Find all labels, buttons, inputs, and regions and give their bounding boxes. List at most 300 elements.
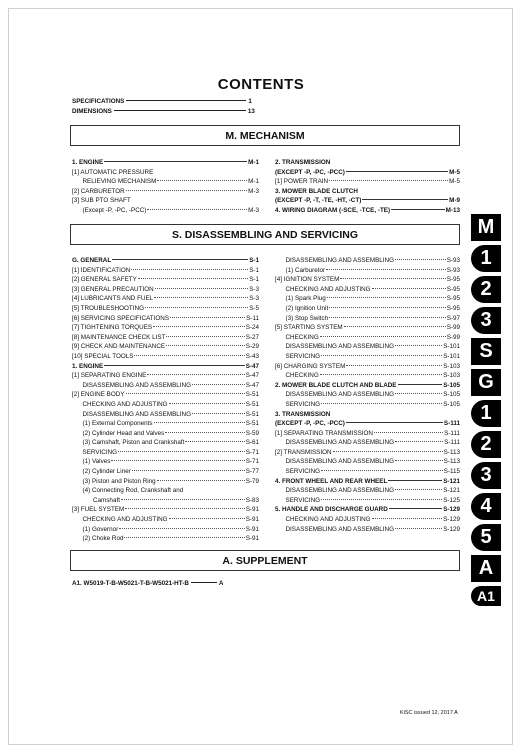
section-tab[interactable]: A: [471, 555, 501, 582]
section-tab[interactable]: 4: [471, 493, 501, 520]
entry-page: M-1: [248, 159, 259, 166]
entry-label: (1) Carburetor: [275, 266, 326, 274]
entry-label: RELIEVING MECHANISM: [72, 178, 157, 186]
entry-page: 13: [247, 108, 255, 115]
leader-dots: [145, 307, 248, 308]
entry-label: [4] IGNITION SYSTEM: [275, 276, 340, 284]
toc-entry[interactable]: [72, 266, 259, 276]
toc-entry[interactable]: [275, 342, 460, 352]
leader-dots: [372, 288, 446, 289]
leader-dots: [372, 518, 443, 519]
entry-label: A1. W5019-T-B-W5021-T-B-W5021-HT-B: [72, 580, 189, 587]
entry-page: M-13: [445, 206, 460, 214]
toc-entry[interactable]: [275, 525, 460, 535]
leader-dots: [169, 518, 245, 519]
leader-dots: [104, 161, 247, 162]
entry-page: S-95: [446, 295, 460, 303]
entry-page: S-129: [443, 516, 460, 524]
entry-label: [8] MAINTENANCE CHECK LIST: [72, 333, 166, 341]
issue-footer: KiSC issued 12, 2017 A: [400, 710, 458, 716]
leader-dots: [329, 307, 445, 308]
entry-page: M-5: [449, 178, 460, 186]
leader-dots: [344, 326, 446, 327]
section-tab[interactable]: 3: [471, 307, 501, 334]
entry-label: [10] SPECIAL TOOLS: [72, 352, 134, 360]
mechanism-right-column: [275, 158, 460, 216]
leader-dots: [169, 403, 245, 404]
toc-entry[interactable]: [72, 177, 259, 187]
entry-page: S-91: [245, 506, 259, 514]
leader-dots: [346, 422, 443, 423]
entry-label: 1. ENGINE: [72, 362, 104, 370]
leader-dots: [340, 278, 445, 279]
toc-entry[interactable]: [72, 333, 259, 343]
toc-entry-dimensions[interactable]: [72, 108, 255, 115]
leader-dots: [165, 432, 244, 433]
entry-page: S-1: [249, 266, 259, 274]
entry-page: S-111: [444, 429, 460, 437]
entry-label: DISASSEMBLING AND ASSEMBLING: [275, 458, 394, 466]
leader-dots: [329, 180, 448, 181]
leader-dots: [185, 441, 244, 442]
entry-label: 3. MOWER BLADE CLUTCH: [275, 187, 358, 195]
entry-label: [3] GENERAL PRECAUTION: [72, 285, 154, 293]
entry-page: S-91: [245, 525, 259, 533]
entry-page: S-91: [245, 516, 259, 524]
toc-entry[interactable]: [275, 410, 460, 420]
entry-page: S-29: [245, 343, 259, 351]
entry-label: (3) Stop Switch: [275, 314, 329, 322]
mechanism-left-column: [72, 158, 259, 216]
leader-dots: [125, 508, 244, 509]
entry-label: CHECKING AND ADJUSTING: [275, 516, 371, 524]
leader-dots: [121, 499, 245, 500]
leader-dots: [389, 508, 442, 509]
leader-dots: [153, 326, 245, 327]
toc-entry[interactable]: [72, 285, 259, 295]
entry-label: DISASSEMBLING AND ASSEMBLING: [275, 439, 394, 447]
entry-page: S-11: [246, 314, 259, 322]
entry-label: [2] CARBURETOR: [72, 187, 125, 195]
entry-page: S-47: [245, 372, 259, 380]
section-heading-supplement: A. SUPPLEMENT: [70, 550, 460, 571]
entry-label: CHECKING AND ADJUSTING: [72, 516, 168, 524]
section-tab[interactable]: 3: [471, 462, 501, 489]
toc-entry[interactable]: [275, 371, 460, 381]
toc-entry[interactable]: [72, 438, 259, 448]
entry-page: S-101: [443, 352, 460, 360]
entry-label: [5] STARTING SYSTEM: [275, 324, 343, 332]
toc-entry[interactable]: [275, 467, 460, 477]
entry-page: S-113: [443, 448, 460, 456]
entry-page: S-59: [245, 429, 259, 437]
section-heading-servicing: S. DISASSEMBLING AND SERVICING: [70, 224, 460, 245]
servicing-right-column: [275, 256, 460, 534]
entry-page: M-9: [449, 197, 460, 205]
toc-entry[interactable]: [275, 177, 460, 187]
section-tab[interactable]: 1: [471, 245, 501, 272]
entry-label: 1. ENGINE: [72, 159, 104, 166]
toc-entry[interactable]: [275, 168, 460, 178]
toc-entry[interactable]: [275, 429, 460, 439]
entry-page: S-71: [245, 448, 259, 456]
leader-dots: [104, 365, 245, 366]
entry-page: A: [218, 580, 224, 587]
toc-entry[interactable]: [72, 525, 259, 535]
toc-entry[interactable]: [72, 187, 259, 197]
entry-label: DISASSEMBLING AND ASSEMBLING: [275, 525, 394, 533]
entry-page: S-101: [443, 343, 460, 351]
leader-dots: [119, 528, 244, 529]
entry-label: [2] GENERAL SAFETY: [72, 276, 137, 284]
toc-entry[interactable]: [72, 457, 259, 467]
toc-entry[interactable]: [72, 467, 259, 477]
entry-page: S-129: [443, 525, 460, 533]
toc-entry[interactable]: [72, 448, 259, 458]
toc-entry[interactable]: [275, 333, 460, 343]
toc-entry[interactable]: [72, 342, 259, 352]
toc-entry[interactable]: [275, 362, 460, 372]
entry-label: [1] SEPARATING ENGINE: [72, 372, 147, 380]
toc-entry[interactable]: [72, 534, 259, 544]
leader-dots: [126, 190, 247, 191]
entry-label: (2) Choke Rod: [72, 535, 124, 543]
entry-label: SERVICING: [275, 468, 321, 476]
entry-page: S-77: [245, 468, 259, 476]
entry-label: 4. WIRING DIAGRAM (-SCE, -TCE, -TE): [275, 206, 391, 214]
toc-entry[interactable]: [72, 390, 259, 400]
entry-label: [4] LUBRICANTS AND FUEL: [72, 295, 154, 303]
toc-entry[interactable]: [72, 400, 259, 410]
leader-dots: [134, 355, 244, 356]
entry-label: [2] TRANSMISSION: [275, 448, 332, 456]
entry-label: (4) Connecting Rod, Crankshaft and: [72, 487, 184, 495]
toc-entry[interactable]: [275, 323, 460, 333]
entry-label: SERVICING: [275, 400, 321, 408]
toc-entry[interactable]: [72, 168, 259, 178]
entry-label: [3] SUB PTO SHAFT: [72, 197, 131, 205]
entry-page: S-93: [446, 257, 460, 264]
entry-page: S-95: [446, 276, 460, 284]
entry-label: G. GENERAL: [72, 257, 112, 264]
servicing-left-column: [72, 256, 259, 544]
leader-dots: [157, 180, 247, 181]
entry-label: [1] IDENTIFICATION: [72, 266, 131, 274]
section-tab-strip: [471, 214, 505, 610]
toc-entry[interactable]: [72, 381, 259, 391]
entry-page: S-105: [443, 381, 460, 389]
leader-dots: [321, 355, 442, 356]
toc-entry[interactable]: [72, 256, 259, 266]
entry-label: CHECKING AND ADJUSTING: [72, 400, 168, 408]
entry-page: S-51: [245, 400, 259, 408]
toc-entry[interactable]: [72, 371, 259, 381]
leader-dots: [138, 278, 248, 279]
entry-label: (3) Piston and Piston Ring: [72, 477, 156, 485]
toc-entry[interactable]: [275, 196, 460, 206]
leader-dots: [320, 336, 446, 337]
entry-page: S-125: [443, 496, 460, 504]
entry-page: S-105: [443, 400, 460, 408]
entry-label: SERVICING: [275, 352, 321, 360]
leader-dots: [329, 317, 445, 318]
entry-page: S-61: [245, 439, 259, 447]
toc-entry[interactable]: [72, 323, 259, 333]
toc-entry[interactable]: [275, 505, 460, 515]
toc-entry[interactable]: [275, 400, 460, 410]
entry-label: [6] SERVICING SPECIFICATIONS: [72, 314, 170, 322]
entry-label: SERVICING: [275, 496, 321, 504]
entry-page: S-103: [443, 372, 460, 380]
leader-dots: [147, 374, 244, 375]
toc-entry[interactable]: [275, 419, 460, 429]
toc-entry[interactable]: [72, 505, 259, 515]
entry-page: S-43: [245, 352, 259, 360]
leader-dots: [124, 537, 244, 538]
toc-entry[interactable]: [275, 477, 460, 487]
entry-page: S-121: [443, 477, 460, 485]
entry-label: [5] TROUBLESHOOTING: [72, 304, 144, 312]
entry-label: (1) Valves: [72, 458, 111, 466]
section-tab[interactable]: 5: [471, 524, 501, 551]
leader-dots: [395, 528, 442, 529]
entry-label: [1] SEPARATING TRANSMISSION: [275, 429, 373, 437]
entry-page: S-105: [443, 391, 460, 399]
entry-page: S-111: [443, 420, 460, 428]
section-tab[interactable]: S: [471, 338, 501, 365]
leader-dots: [333, 451, 443, 452]
leader-dots: [395, 345, 442, 346]
leader-dots: [321, 499, 442, 500]
leader-dots: [388, 480, 442, 481]
entry-label: (1) Governor: [72, 525, 119, 533]
leader-line: [114, 110, 246, 111]
entry-label: 4. FRONT WHEEL AND REAR WHEEL: [275, 477, 388, 485]
entry-label: (2) Ignition Unit: [275, 304, 329, 312]
toc-entry[interactable]: [275, 304, 460, 314]
entry-label: (EXCEPT -P, -PC, -PCC): [275, 420, 345, 428]
entry-label: DISASSEMBLING AND ASSEMBLING: [275, 391, 394, 399]
entry-page: S-95: [446, 304, 460, 312]
leader-dots: [157, 480, 245, 481]
entry-label: (2) Cylinder Liner: [72, 468, 131, 476]
entry-page: M-5: [449, 168, 460, 176]
toc-entry[interactable]: [72, 275, 259, 285]
leader-dots: [192, 413, 245, 414]
leader-dots: [326, 269, 446, 270]
entry-label: SPECIFICATIONS: [72, 98, 125, 105]
entry-label: (EXCEPT -P, -PC, -PCC): [275, 168, 345, 176]
entry-label: DISASSEMBLING AND ASSEMBLING: [275, 343, 394, 351]
leader-dots: [374, 432, 443, 433]
entry-label: (Except -P, -PC, -PCC): [72, 206, 147, 214]
entry-page: S-51: [245, 410, 259, 418]
entry-label: CHECKING AND ADJUSTING: [275, 285, 371, 293]
toc-entry[interactable]: [275, 381, 460, 391]
entry-page: S-111: [444, 439, 460, 447]
toc-entry[interactable]: [72, 477, 259, 487]
section-tab[interactable]: 2: [471, 276, 501, 303]
toc-entry[interactable]: [275, 206, 460, 216]
leader-dots: [126, 393, 245, 394]
leader-dots: [166, 336, 244, 337]
entry-label: (EXCEPT -P, -T, -TE, -HT, -CT): [275, 197, 362, 205]
leader-dots: [346, 171, 448, 172]
entry-page: M-3: [248, 187, 259, 195]
entry-label: DISASSEMBLING AND ASSEMBLING: [275, 487, 394, 495]
toc-entry[interactable]: [275, 294, 460, 304]
leader-dots: [321, 403, 442, 404]
entry-page: S-1: [249, 276, 259, 284]
entry-page: S-47: [245, 362, 259, 370]
leader-dots: [321, 470, 443, 471]
leader-line: [191, 582, 217, 583]
leader-dots: [391, 209, 445, 210]
entry-label: Camshaft: [72, 496, 120, 504]
toc-entry[interactable]: [275, 256, 460, 266]
entry-page: S-93: [446, 266, 460, 274]
entry-label: [7] TIGHTENING TORQUES: [72, 324, 153, 332]
leader-dots: [192, 384, 245, 385]
entry-page: S-24: [245, 324, 259, 332]
leader-dots: [398, 384, 443, 385]
toc-entry[interactable]: [275, 158, 460, 168]
leader-dots: [395, 441, 443, 442]
entry-page: S-3: [249, 295, 259, 303]
toc-entry[interactable]: [275, 486, 460, 496]
entry-label: (1) External Components: [72, 420, 153, 428]
entry-label: DIMENSIONS: [72, 108, 112, 115]
entry-page: S-97: [446, 314, 460, 322]
toc-entry[interactable]: [72, 419, 259, 429]
entry-page: S-113: [443, 458, 460, 466]
entry-label: CHECKING: [275, 372, 319, 380]
entry-page: S-5: [249, 304, 259, 312]
entry-page: S-103: [443, 362, 460, 370]
toc-entry[interactable]: [275, 285, 460, 295]
leader-dots: [132, 470, 245, 471]
section-heading-mechanism: M. MECHANISM: [70, 125, 460, 146]
leader-dots: [154, 297, 248, 298]
toc-entry[interactable]: [72, 196, 259, 206]
toc-entry[interactable]: [275, 515, 460, 525]
entry-label: 3. TRANSMISSION: [275, 410, 331, 418]
entry-label: 2. TRANSMISSION: [275, 159, 331, 166]
section-tab[interactable]: M: [471, 214, 501, 241]
entry-label: 2. MOWER BLADE CLUTCH AND BLADE: [275, 381, 397, 389]
section-tab[interactable]: 1: [471, 400, 501, 427]
section-tab[interactable]: A1: [471, 586, 501, 606]
leader-dots: [155, 288, 249, 289]
section-tab[interactable]: 2: [471, 431, 501, 458]
toc-entry[interactable]: [275, 266, 460, 276]
leader-dots: [118, 451, 245, 452]
entry-page: M-3: [248, 206, 259, 214]
entry-page: S-51: [245, 391, 259, 399]
leader-dots: [170, 317, 245, 318]
leader-dots: [154, 422, 245, 423]
entry-page: S-129: [443, 506, 460, 514]
leader-dots: [327, 297, 446, 298]
entry-page: S-83: [245, 496, 259, 504]
entry-page: S-79: [245, 477, 259, 485]
toc-entry[interactable]: [72, 429, 259, 439]
toc-entry-specifications[interactable]: [72, 98, 252, 105]
toc-entry[interactable]: [275, 352, 460, 362]
leader-dots: [111, 460, 244, 461]
entry-label: (1) Spark Plug: [275, 295, 326, 303]
entry-page: S-1: [249, 257, 259, 264]
leader-dots: [395, 393, 442, 394]
entry-page: M-1: [248, 178, 259, 186]
toc-entry[interactable]: [275, 390, 460, 400]
toc-entry[interactable]: [275, 457, 460, 467]
toc-entry[interactable]: [72, 362, 259, 372]
entry-label: [3] FUEL SYSTEM: [72, 506, 125, 514]
entry-page: S-91: [245, 535, 259, 543]
toc-entry[interactable]: [275, 314, 460, 324]
toc-entry[interactable]: [72, 352, 259, 362]
toc-entry-a1[interactable]: [72, 580, 223, 587]
entry-label: DISASSEMBLING AND ASSEMBLING: [275, 257, 394, 264]
toc-entry[interactable]: [72, 158, 259, 168]
entry-page: S-27: [245, 333, 259, 341]
leader-dots: [395, 489, 442, 490]
entry-page: S-95: [446, 285, 460, 293]
leader-dots: [346, 365, 442, 366]
entry-page: S-51: [245, 420, 259, 428]
page-title: CONTENTS: [217, 76, 305, 93]
toc-entry[interactable]: [72, 294, 259, 304]
toc-entry[interactable]: [72, 410, 259, 420]
toc-entry[interactable]: [275, 448, 460, 458]
entry-label: [2] ENGINE BODY: [72, 391, 125, 399]
entry-page: S-121: [443, 487, 460, 495]
toc-entry[interactable]: [72, 515, 259, 525]
entry-label: CHECKING: [275, 333, 319, 341]
toc-entry[interactable]: [72, 486, 259, 496]
entry-label: (2) Cylinder Head and Valves: [72, 429, 165, 437]
entry-label: 5. HANDLE AND DISCHARGE GUARD: [275, 506, 388, 514]
leader-dots: [395, 460, 443, 461]
leader-dots: [362, 199, 448, 200]
leader-dots: [166, 345, 245, 346]
toc-entry[interactable]: [72, 304, 259, 314]
entry-label: [9] CHECK AND MAINTENANCE: [72, 343, 166, 351]
leader-dots: [147, 209, 247, 210]
entry-page: 1: [248, 98, 252, 105]
section-tab[interactable]: G: [471, 369, 501, 396]
entry-page: S-47: [245, 381, 259, 389]
toc-entry[interactable]: [72, 206, 259, 216]
entry-label: [1] POWER TRAIN: [275, 178, 329, 186]
toc-entry[interactable]: [275, 496, 460, 506]
entry-label: (3) Camshaft, Piston and Crankshaft: [72, 439, 185, 447]
toc-entry[interactable]: [275, 275, 460, 285]
entry-label: [1] AUTOMATIC PRESSURE: [72, 168, 154, 176]
toc-entry[interactable]: [275, 187, 460, 197]
leader-dots: [320, 374, 442, 375]
entry-label: [6] CHARGING SYSTEM: [275, 362, 346, 370]
toc-entry[interactable]: [72, 496, 259, 506]
toc-entry[interactable]: [275, 438, 460, 448]
toc-entry[interactable]: [72, 314, 259, 324]
entry-page: S-99: [446, 324, 460, 332]
leader-line: [126, 100, 246, 101]
entry-page: S-3: [249, 285, 259, 293]
leader-dots: [112, 259, 248, 260]
leader-dots: [131, 269, 248, 270]
